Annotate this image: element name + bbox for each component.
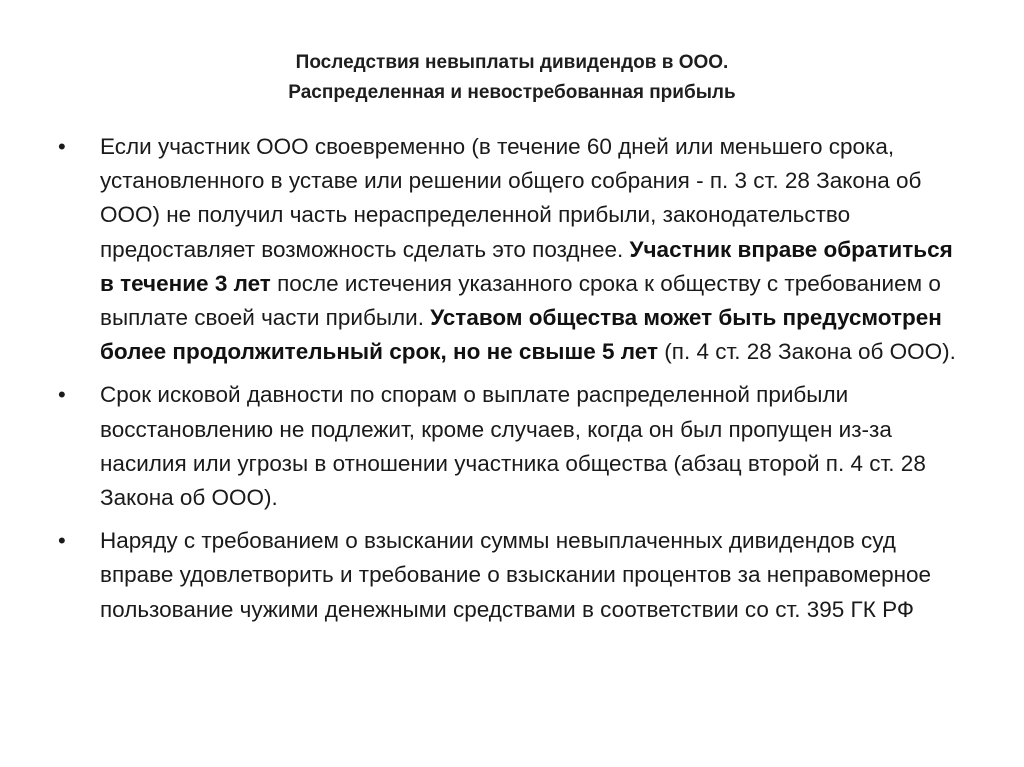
- bullet-dot-icon: •: [58, 134, 66, 159]
- bullet-1-text-2: после истечения указанного срока к обществу с требованием о выплате своей части прибыли.: [100, 270, 941, 331]
- bullet-3-text: Наряду с требованием о взыскании суммы невыплаченных дивидендов суд вправе удовлетворить и требование о взыскании процентов за неправомерное пользование чужими денежными средствами в соответствии со ст. 395 ГК РФ: [100, 528, 932, 622]
- bullet-dot-icon: •: [58, 528, 66, 554]
- bullet-item-2: [58, 378, 958, 515]
- title-line-2: Распределенная и невостребованная прибыль: [288, 82, 736, 103]
- bullet-1-bold-1: Участник вправе обратиться в течение 3 лет: [100, 236, 953, 296]
- bullet-item-3: [58, 524, 958, 627]
- slide-title: [0, 48, 1024, 108]
- bullet-dot-icon: •: [58, 382, 66, 408]
- bullet-2-text: Срок исковой давности по спорам о выплате распределенной прибыли восстановлению не подлежит, кроме случаев, когда он был пропущен из-за насилия или угрозы в отношении участника общества (абзац второй п. 4 ст. 28 Закона об ООО).: [100, 382, 926, 511]
- bullet-list: [58, 130, 958, 636]
- bullet-1-text-3: (п. 4 ст. 28 Закона об ООО).: [658, 339, 956, 365]
- title-line-1: Последствия невыплаты дивидендов в ООО.: [295, 52, 729, 73]
- bullet-1-bold-2: Уставом общества может быть предусмотрен более продолжительный срок, но не свыше 5 лет: [100, 305, 942, 365]
- bullet-item-1: [58, 130, 958, 369]
- bullet-1-text-1: Если участник ООО своевременно (в течение 60 дней или меньшего срока, установленного в уставе или решении общего собрания - п. 3 ст. 28 Закона об ООО) не получил часть нераспределенной прибыли, законодательство предоставляет возможность сделать это позднее.: [100, 134, 922, 262]
